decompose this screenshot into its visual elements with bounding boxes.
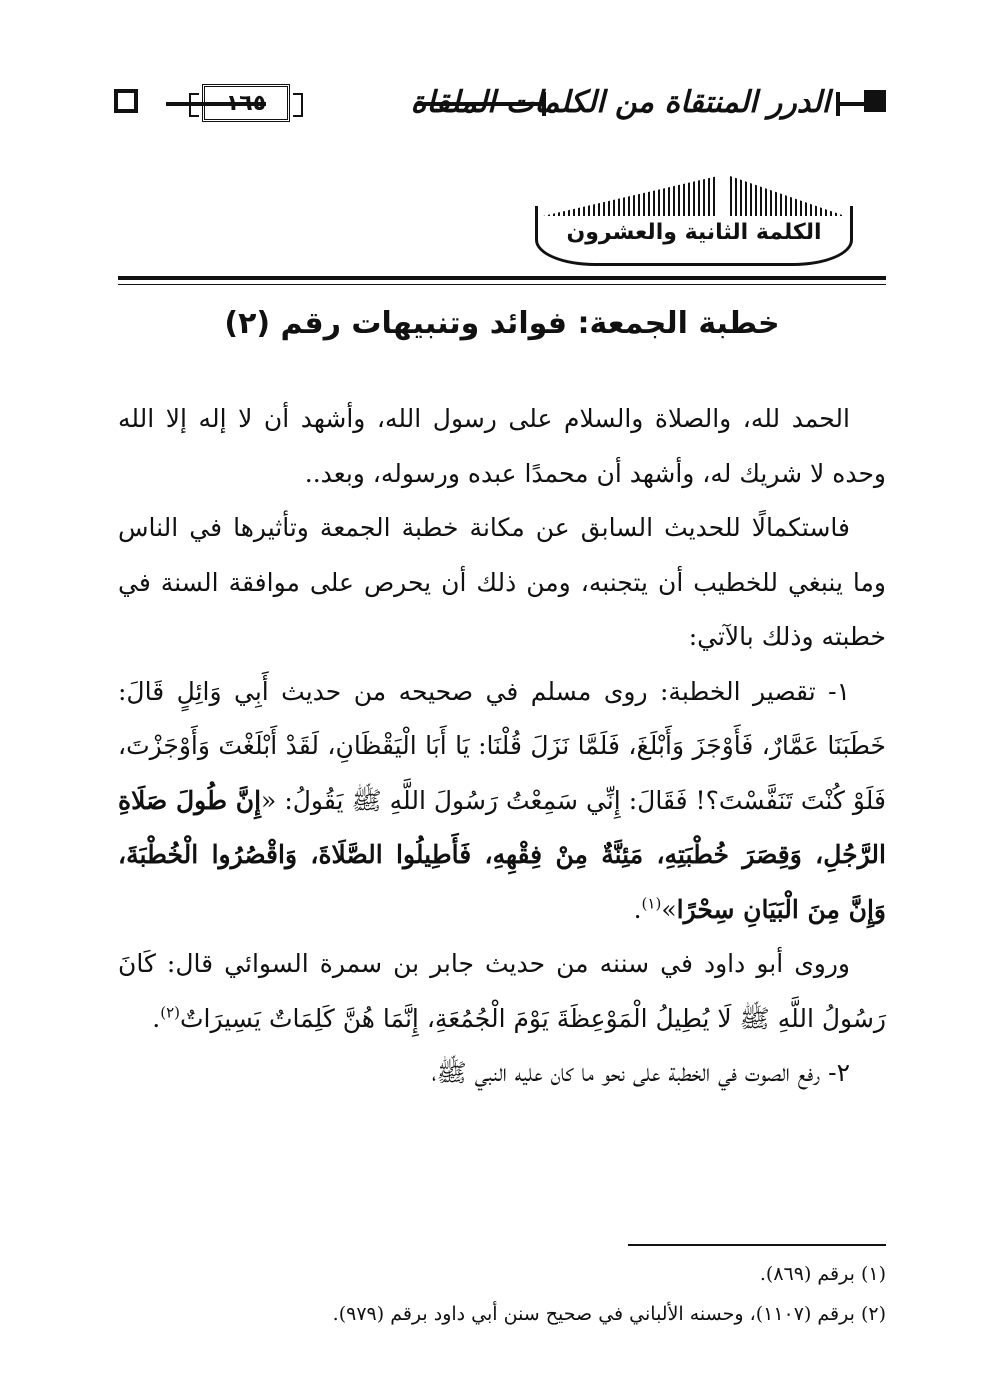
header-solid-square-ornament <box>864 90 886 112</box>
header-open-square-ornament <box>114 89 138 113</box>
paragraph-end: . <box>152 1003 161 1033</box>
page-title: خطبة الجمعة: فوائد وتنبيهات رقم (٢) <box>224 306 780 341</box>
running-header <box>114 76 886 132</box>
quote-close: » <box>661 894 677 924</box>
footnote-ref[interactable]: (٢) <box>160 1003 180 1022</box>
book-title: الدرر المنتقاة من الكلمات الملقاة <box>410 85 830 120</box>
title-divider <box>118 276 886 280</box>
footnote-ref[interactable]: (١) <box>641 894 662 913</box>
paragraph: ٢- رفع الصوت في الخطبة على نحو ما كان عليه النبي ﷺ، <box>431 1058 850 1087</box>
paragraph-end: . <box>633 894 642 924</box>
paragraph-text: وروى أبو داود في سننه من حديث جابر بن سمرة السوائي قال: كَانَ رَسُولُ اللَّهِ ﷺ لَا يُطِيلُ الْمَوْعِظَةَ يَوْمَ الْجُمُعَةِ، إِنَّمَا هُنَّ كَلِمَاتٌ يَسِيرَاتٌ <box>118 949 886 1033</box>
footnotes <box>118 1254 886 1334</box>
paragraph <box>118 937 886 1046</box>
footnote-separator <box>628 1244 886 1246</box>
paragraph: فاستكمالًا للحديث السابق عن مكانة خطبة الجمعة وتأثيرها في الناس وما ينبغي للخطيب أن يتجنبه، ومن ذلك أن يحرص على موافقة السنة في خطبته وذلك بالآتي: <box>118 513 886 651</box>
title-divider-thin <box>118 284 886 285</box>
footnote-1: (١) برقم (٨٦٩). <box>759 1263 886 1285</box>
page-number: ١٦٥ <box>202 84 290 122</box>
lesson-badge <box>535 176 853 268</box>
paragraph: الحمد لله، والصلاة والسلام على رسول الله، وأشهد أن لا إله إلا الله وحده لا شريك له، وأشهد أن محمدًا عبده ورسوله، وبعد.. <box>118 404 886 488</box>
paragraph-text: ١- تقصير الخطبة: روى مسلم في صحيحه من حديث أَبِي وَائِلٍ قَالَ: خَطَبَنَا عَمَّارٌ، فَأَوْجَزَ وَأَبْلَغَ، فَلَمَّا نَزَلَ قُلْنَا: يَا أَبَا الْيَقْظَانِ، لَقَدْ أَبْلَغْتَ وَأَوْجَزْتَ، فَلَوْ كُنْتَ تَنَفَّسْتَ؟! فَقَالَ: إِنِّي سَمِعْتُ رَسُولَ اللَّهِ ﷺ يَقُولُ: « <box>118 676 886 815</box>
lesson-label: الكلمة الثانية والعشرون <box>566 220 822 245</box>
footnote-2: (٢) برقم (١١٠٧)، وحسنه الألباني في صحيح سنن أبي داود برقم (٩٧٩). <box>332 1303 886 1325</box>
paragraph <box>118 665 886 938</box>
hadith-quote: إِنَّ طُولَ صَلَاةِ الرَّجُلِ، وَقِصَرَ خُطْبَتِهِ، مَئِنَّةٌ مِنْ فِقْهِهِ، فَأَطِيلُوا الصَّلَاةَ، وَاقْصُرُوا الْخُطْبَةَ، وَإِنَّ مِنَ الْبَيَانِ سِحْرًا <box>118 785 886 924</box>
body-text <box>118 392 886 1101</box>
